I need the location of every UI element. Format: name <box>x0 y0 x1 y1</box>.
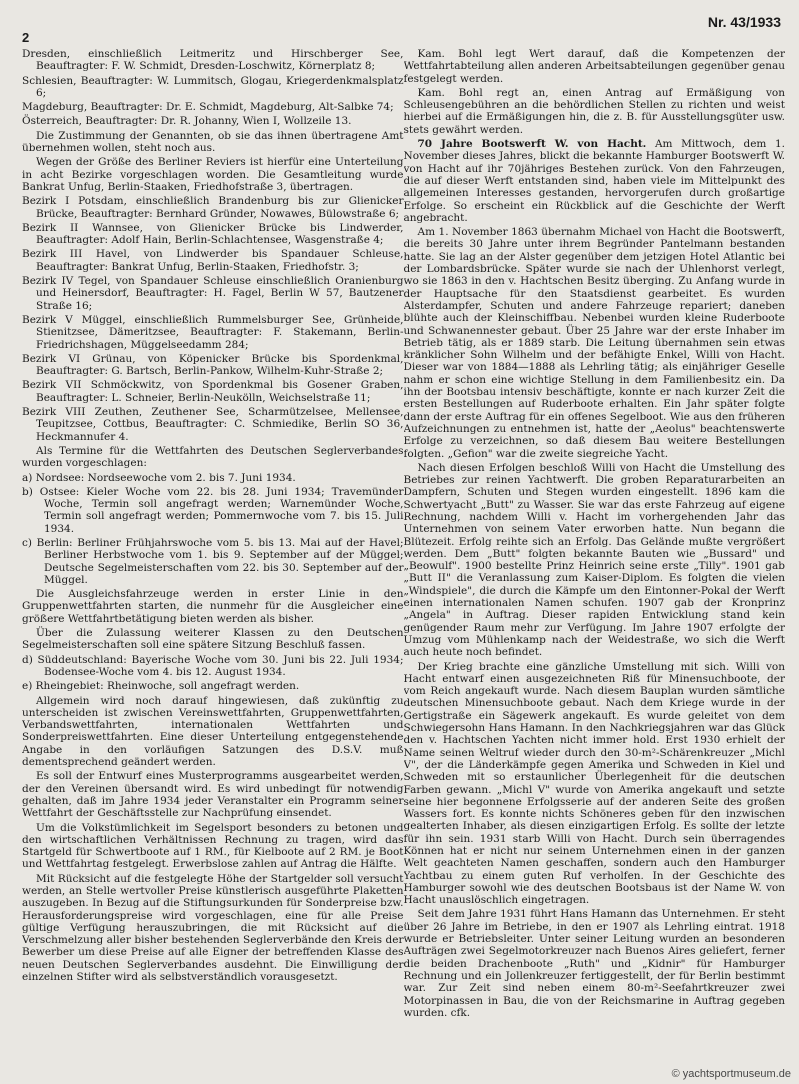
date-item-d: d) Süddeutschland: Bayerische Woche vom 30. Juni bis 22. Juli 1934; Bodensee-Woche vom 4. bis 12. August 1934. <box>22 653 404 678</box>
article-paragraph-krieg: Der Krieg brachte eine gänzliche Umstellung mit sich. Willi von Hacht entwarf einen ausgezeichneten Riß für Minensuchboote, der vom Reich angekauft wurde. Nach diesem Bauplan wurden sämtliche deutschen Minensuchboote gebaut. Nach dem Kriege wurde in der Gertigstraße ein Sägewerk angekauft. Es wurde geleitet von dem Schwiegersohn Hans Hamann. In den Nachkriegsjahren war das Glück den v. Hachtschen Yachten nicht immer hold. Erst 1930 erhielt der Name seinen Weltruf wieder durch den 30-m²-Schärenkreuzer „Michl V", der die Länderkämpfe gegen Amerika und Schweden in Kiel und Schweden mit so erstaunlicher Überlegenheit für die deutschen Farben gewann. „Michl V" wurde von Amerika angekauft und setzte seine hier begonnene Erfolgsserie auf der anderen Seite des großen Wassers fort. Es konnte nichts Schöneres geben für den inzwischen gealterten Inhaber, als diesen einzigartigen Erfolg. Es sollte der letzte für ihn sein. 1931 starb Willi von Hacht. Durch sein überragendes Können hat er nicht nur seinem Unternehmen einen in der ganzen Welt geachteten Namen geschaffen, sondern auch den Hamburger Yachtbau zu einem guten Ruf verholfen. In der Geschichte des Hamburger sowohl wie des deutschen Bootsbaus ist der Name W. von Hacht unauslöschlich eingetragen. <box>403 660 785 907</box>
paragraph-startgeld: Um die Volkstümlichkeit im Segelsport besonders zu betonen und den wirtschaftlichen Verhältnissen Rechnung zu tragen, wird das Startgeld für Schwertboote auf 1 RM., für Kielboote auf 2 RM. je Boot und Wettfahrtag festgelegt. Erwerbslose zahlen auf Antrag die Hälfte. <box>22 821 404 871</box>
paragraph-musterprogramm: Es soll der Entwurf eines Musterprogramms ausgearbeitet werden, der den Vereinen übersandt wird. Es wird unbedingt für notwendig gehalten, daß im Jahre 1934 jeder Veranstalter ein Programm seiner Wettfahrt der Geschäftsstelle zur Nachprüfung einsendet. <box>22 770 404 820</box>
article-hacht-intro <box>404 138 786 224</box>
delegate-magdeburg: Magdeburg, Beauftragter: Dr. E. Schmidt, Magdeburg, Alt-Salbke 74; <box>22 101 394 114</box>
article-hamann-text: Seit dem Jahre 1931 führt Hans Hamann das Unternehmen. Er steht über 26 Jahre im Betriebe, in den er 1907 als Lehrling eintrat. 1918 wurde er Betriebsleiter. Unter seiner Leitung wurden an besonderen Aufträgen zwei Segelmotorkreuzer nach Buenos Aires geliefert, ferner die beiden Drachenboote „Ruth" und „Kidnir" für Hamburger Rechnung und ein Jollenkreuzer fertiggestellt, der für Berlin bestimmt war. Zur Zeit sind neben einem 80-m²-Seefahrtkreuzer zwei Motorpinassen in Bau, die von der Reichsmarine in Auftrag gegeben wurden. <box>403 908 785 1019</box>
delegate-schlesien: Schlesien, Beauftragter: W. Lummitsch, Glogau, Kriegerdenkmalsplatz 6; <box>22 74 404 99</box>
delegate-dresden: Dresden, einschließlich Leitmeritz und Hirschberger See, Beauftragter: F. W. Schmidt, Dresden-Loschwitz, Körnerplatz 8; <box>22 48 404 73</box>
author-signoff: cfk. <box>450 1006 471 1019</box>
article-intro-text: Am Mittwoch, dem 1. November dieses Jahres, blickt die bekannte Hamburger Bootswerft W. von Hacht auf ihr 70jähriges Bestehen zurück. Von den Fahrzeugen, die auf dieser Werft entstanden sind, haben viele im Mittelpunkt des allgemeinen Interesses gestanden, hervorgerufen durch großartige Erfolge. So erscheint ein Rückblick auf die Geschichte der Werft angebracht. <box>403 138 785 224</box>
district-1: Bezirk I Potsdam, einschließlich Brandenburg bis zur Glienicker Brücke, Beauftragter: Bernhard Gründer, Nowawes, Bülowstraße 6; <box>22 195 404 220</box>
article-columns <box>22 48 785 1084</box>
district-6: Bezirk VI Grünau, von Köpenicker Brücke bis Spordenkmal, Beauftragter: G. Bartsch, Berlin-Pankow, Wilhelm-Kuhr-Straße 2; <box>22 352 404 378</box>
paragraph-dates-intro: Als Termine für die Wettfahrten des Deutschen Seglerverbandes wurden vorgeschlagen: <box>22 444 404 470</box>
issue-number: Nr. 43/1933 <box>707 14 781 30</box>
page-number: 2 <box>22 30 30 45</box>
left-column <box>22 48 404 1084</box>
date-item-e: e) Rheingebiet: Rheinwoche, soll angefragt werden. <box>22 680 300 693</box>
delegate-oesterreich: Österreich, Beauftragter: Dr. R. Johanny, Wien I, Wollzeile 13. <box>22 115 352 128</box>
district-5: Bezirk V Müggel, einschließlich Rummelsburger See, Grünheide, Stienitzsee, Dämeritzsee, Beauftragter: F. Stakemann, Berlin-Friedrichshagen, Müggelseedamm 284; <box>22 313 404 351</box>
paragraph-klassen: Über die Zulassung weiterer Klassen zu den Deutschen Segelmeisterschaften soll eine spätere Sitzung Beschluß fassen. <box>22 627 404 652</box>
watermark: © yachtsportmuseum.de <box>671 1068 791 1080</box>
paragraph-wettfahrten: Allgemein wird noch darauf hingewiesen, daß zukünftig zu unterscheiden ist zwischen Vereinswettfahrten, Gruppenwettfahrten, Verbandswettfahrten, internationalen Wettfahrten und Sonderpreiswettfahrten. Eine dieser Unterteilung entgegenstehende Angabe in den vorläufigen Satzungen des D.S.V. muß dementsprechend geändert werden. <box>22 694 404 769</box>
right-column <box>404 48 786 1084</box>
page-header <box>22 8 785 45</box>
date-item-c: c) Berlin: Berliner Frühjahrswoche vom 5. bis 13. Mai auf der Havel; Berliner Herbstwoche vom 1. bis 9. September auf der Müggel; Deutsche Segelmeisterschaften vom 22. bis 30. September auf der Müggel. <box>22 536 404 586</box>
article-heading: 70 Jahre Bootswerft W. von Hacht. <box>417 138 647 151</box>
paragraph-preise: Mit Rücksicht auf die festgelegte Höhe der Startgelder soll versucht werden, an Stelle wertvoller Preise künstlerisch ausgeführte Plaketten auszugeben. In Bezug auf die Stiftungsurkunden für Sonderpreise bzw. Herausforderungspreise wird vorgeschlagen, eine für alle Preise gültige Verfügung herauszubringen, die mit Rücksicht auf die Verschmelzung aller bisher bestehenden Seglerverbände den Kreis der Bewerber um diese Preise auf alle Eigner der betreffenden Klasse des neuen Deutschen Seglerverbandes ausdehnt. Die Einwilligung der einzelnen Stifter wird als selbstverständlich vorausgesetzt. <box>22 872 404 984</box>
paragraph-kompetenzen: Kam. Bohl legt Wert darauf, daß die Kompetenzen der Wettfahrtabteilung allen anderen Arbeitsabteilungen gegenüber genau festgelegt werden. <box>403 48 785 85</box>
article-paragraph-hamann <box>404 908 786 1019</box>
paragraph-consent: Die Zustimmung der Genannten, ob sie das ihnen übertragene Amt übernehmen wollen, steht noch aus. <box>22 129 404 155</box>
district-3: Bezirk III Havel, von Lindwerder bis Spandauer Schleuse, Beauftragter: Bankrat Unfug, Berlin-Staaken, Friedhofstr. 3; <box>22 248 404 273</box>
district-8: Bezirk VIII Zeuthen, Zeuthener See, Scharmützelsee, Mellensee, Teupitzsee, Cottbus, Beauftragter: C. Schmiedike, Berlin SO 36, Heckmannufer 4. <box>22 406 404 443</box>
district-7: Bezirk VII Schmöckwitz, von Spordenkmal bis Gosener Graben, Beauftragter: L. Schneier, Berlin-Neukölln, Weichselstraße 11; <box>22 379 404 404</box>
article-paragraph-history: Am 1. November 1863 übernahm Michael von Hacht die Bootswerft, die bereits 30 Jahre unter ihrem Begründer Pantelmann bestanden hatte. Sie lag an der Alster gegenüber dem jetzigen Hotel Atlantic bei der Lombardsbrücke. Später wurde sie nach der Uhlenhorst verlegt, wo sie 1863 in den v. Hachtschen Besitz überging. Zu Anfang wurde in der Hauptsache für den Staatsdienst gearbeitet. Es wurden Alsterdampfer, Schuten und andere Fahrzeuge repariert; daneben blühte auch der Kleinschiffbau. Nebenbei wurden kleine Ruderboote und Schwanennester gebaut. Über 25 Jahre war der erste Inhaber im Betrieb tätig, als er 1889 starb. Die Leitung übernahmen sein etwas kränklicher Sohn Wilhelm und der befähigte Enkel, Willi von Hacht. Dieser war von 1884—1888 als Lehrling tätig; als einjähriger Geselle nahm er schon eine wichtige Stellung in dem Familienbesitz ein. Da ihn der Bootsbau intensiv beschäftigte, konnte er nach kurzer Zeit die ersten Bestellungen auf Ruderboote erhalten. Ein Jahr später folgte dann der erste Auftrag für ein offenes Segelboot. Wie aus den früheren Aufzeichnungen zu entnehmen ist, hatte der „Aeolus" beachtenswerte Erfolge zu verzeichnen, so daß diesem Bau weitere Bestellungen folgten. „Gefion" war die zweite siegreiche Yacht. <box>403 226 785 460</box>
district-2: Bezirk II Wannsee, von Glienicker Brücke bis Lindwerder, Beauftragter: Adolf Hain, Berlin-Schlachtensee, Wasgenstraße 4; <box>22 221 404 247</box>
article-paragraph-yachtwerft: Nach diesen Erfolgen beschloß Willi von Hacht die Umstellung des Betriebes zur reinen Yachtwerft. Die groben Reparaturarbeiten an Dampfern, Schuten und Stegen wurden eingestellt. 1896 kam die Schwertyacht „Butt" zu Wasser. Sie war das erste Fahrzeug auf eigene Rechnung, nachdem Willi v. Hacht im vorhergehenden Jahr das Unternehmen von seinem Vater erworben hatte. Nun begann die Blütezeit. Erfolg reihte sich an Erfolg. Das Gelände mußte vergrößert werden. Dem „Butt" folgten bekannte Bauten wie „Bussard" und „Beowulf". 1900 bestellte Prinz Heinrich seine erste „Tilly". 1901 gab „Butt II" die Veranlassung zum Kaiser-Diplom. Es folgten die vielen „Windspiele", die durch die Kämpfe um den Eintonner-Pokal der Werft einen internationalen Namen schufen. 1907 gab der Kronprinz „Angela" in Auftrag. Dieser rapiden Entwicklung stand kein genügender Raum mehr zur Verfügung. Im Jahre 1907 erfolgte der Umzug vom Mühlenkamp nach der Weidestraße, wo sich die Werft auch heute noch befindet. <box>403 461 785 659</box>
paragraph-berlin-districts: Wegen der Größe des Berliner Reviers ist hierfür eine Unterteilung in acht Bezirke vorgeschlagen worden. Die Gesamtleitung wurde Bankrat Unfug, Berlin-Staaken, Friedhofstraße 3, übertragen. <box>22 156 404 193</box>
paragraph-schleusen: Kam. Bohl regt an, einen Antrag auf Ermäßigung von Schleusengebühren an die behördlichen Stellen zu richten und weist hierbei auf die Ermäßigungen hin, die z. B. für Ausstellungsgüter usw. stets gewährt werden. <box>403 86 785 136</box>
date-item-b: b) Ostsee: Kieler Woche vom 22. bis 28. Juni 1934; Travemünder Woche, Termin soll angefragt werden; Warnemünder Woche, Termin soll angefragt werden; Pommernwoche vom 7. bis 15. Juli 1934. <box>22 485 404 535</box>
district-4: Bezirk IV Tegel, von Spandauer Schleuse einschließlich Oranienburg und Heinersdorf, Beauftragter: H. Fagel, Berlin W 57, Bautzener Straße 16; <box>22 275 404 312</box>
paragraph-ausgleich: Die Ausgleichsfahrzeuge werden in erster Linie in den Gruppenwettfahrten starten, die nunmehr für die Ausgleicher eine größere Wettfahrtbetätigung bieten werden als bisher. <box>22 588 404 625</box>
date-item-a: a) Nordsee: Nordseewoche vom 2. bis 7. Juni 1934. <box>22 471 296 484</box>
